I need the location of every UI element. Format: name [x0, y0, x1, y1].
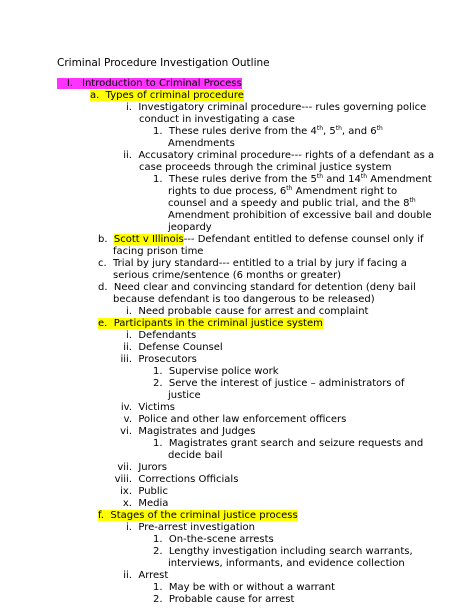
outline-item-e-viii	[112, 474, 238, 486]
outline-marker: ii.	[123, 342, 132, 353]
document-title: Criminal Procedure Investigation Outline	[57, 57, 270, 69]
outline-item-e-vi	[112, 426, 255, 438]
item-text: Pre-arrest investigation	[138, 522, 256, 533]
outline-marker: ix.	[120, 486, 132, 497]
item-text: counsel and a speedy and public trial, and the 8	[168, 198, 410, 209]
highlighted-item	[98, 510, 298, 521]
outline-marker: 2.	[153, 378, 163, 389]
item-text: Defendants	[138, 330, 197, 341]
outline-marker: b.	[98, 234, 108, 245]
outline-item-e-iii-1	[153, 366, 279, 378]
outline-item-a-i-1	[153, 126, 383, 138]
outline-item-a-i-cont: conduct in investigating a case	[139, 114, 295, 125]
item-text: Public	[138, 486, 168, 497]
outline-item-f-i	[112, 522, 255, 534]
outline-item-e-vi-1	[153, 438, 423, 450]
superscript: th	[335, 125, 342, 132]
case-name: Scott v Illinois	[113, 234, 184, 245]
item-text: Lengthy investigation including search warrants,	[168, 546, 413, 557]
outline-item-e-iv	[112, 402, 175, 414]
item-text: May be with or without a warrant	[168, 582, 336, 593]
item-text: , and 6	[341, 126, 377, 137]
highlighted-item	[90, 90, 244, 101]
outline-marker: i.	[126, 306, 132, 317]
outline-item-e-ix	[112, 486, 168, 498]
item-text: Magistrates and Judges	[138, 426, 256, 437]
outline-marker: i.	[126, 330, 132, 341]
outline-item-b	[98, 234, 424, 246]
superscript: th	[316, 173, 324, 180]
outline-item-e-iii-2	[153, 378, 404, 390]
item-text: Victims	[138, 402, 175, 413]
outline-item-e-iii-2-cont: justice	[168, 390, 201, 401]
outline-marker: iii.	[120, 354, 132, 365]
outline-marker: 2.	[153, 546, 163, 557]
outline-item-a-i	[112, 102, 426, 114]
outline-item-c-cont: serious crime/sentence (6 months or greater)	[113, 270, 341, 281]
outline-item-a-ii-1-cont-3: Amendment prohibition of excessive bail and double	[168, 210, 432, 221]
superscript: th	[360, 173, 368, 180]
outline-item-a-ii-1-cont-2	[168, 198, 416, 210]
outline-item-e	[98, 318, 323, 330]
outline-marker: x.	[122, 498, 132, 509]
item-text: Serve the interest of justice – administrators of	[168, 378, 405, 389]
item-text: Arrest	[138, 570, 169, 581]
highlighted-item	[98, 318, 323, 329]
item-text: Investigatory criminal procedure--- rules governing police	[138, 102, 427, 113]
superscript: th	[376, 125, 383, 132]
outline-marker: vii.	[117, 462, 132, 473]
outline-marker: i.	[126, 522, 132, 533]
item-text: Media	[138, 498, 169, 509]
item-text: Prosecutors	[138, 354, 197, 365]
outline-item-d-cont: because defendant is too dangerous to be released)	[113, 294, 375, 305]
item-text: Amendment	[367, 174, 432, 185]
outline-item-e-i	[112, 330, 196, 342]
outline-item-e-vi-1-cont: decide bail	[168, 450, 223, 461]
item-text: Accusatory criminal procedure--- rights of a defendant as a	[138, 150, 435, 161]
outline-marker: 1.	[153, 534, 163, 545]
item-text: rights to due process, 6	[168, 186, 287, 197]
item-text: Police and other law enforcement officers	[138, 414, 347, 425]
section-heading-1	[57, 78, 242, 90]
item-text: Types of criminal procedure	[105, 90, 244, 101]
outline-marker: c.	[98, 258, 107, 269]
outline-marker: 1.	[153, 126, 163, 137]
item-text: Need probable cause for arrest and complaint	[138, 306, 369, 317]
item-text: Defense Counsel	[138, 342, 223, 353]
outline-item-d	[98, 282, 416, 294]
outline-item-f-i-2-cont: interviews, informants, and evidence collection	[168, 558, 405, 569]
item-text: Stages of the criminal justice process	[110, 510, 298, 521]
heading-text: Introduction to Criminal Process	[82, 78, 242, 89]
item-text: Trial by jury standard--- entitled to a trial by jury if facing a	[113, 258, 407, 269]
outline-item-a-ii-1-cont-1	[168, 186, 397, 198]
outline-item-f-i-1	[153, 534, 274, 546]
outline-marker: 1.	[153, 366, 163, 377]
outline-item-e-x	[112, 498, 168, 510]
outline-item-e-iii	[112, 354, 197, 366]
outline-marker: 1.	[153, 174, 163, 185]
item-text: Amendment right to	[292, 186, 398, 197]
outline-item-e-vii	[112, 462, 167, 474]
outline-marker: i.	[126, 102, 132, 113]
superscript: th	[316, 125, 324, 132]
outline-marker: f.	[98, 510, 104, 521]
outline-item-f-ii	[112, 570, 168, 582]
outline-item-a-ii-cont: case proceeds through the criminal justice system	[139, 162, 392, 173]
outline-marker: d.	[98, 282, 108, 293]
outline-item-a-ii	[112, 150, 434, 162]
item-text: --- Defendant entitled to defense counsel only if	[183, 234, 424, 245]
outline-marker: v.	[123, 414, 132, 425]
item-text: , 5	[323, 126, 336, 137]
item-text: Magistrates grant search and seizure requests and	[168, 438, 424, 449]
outline-item-f-i-2	[153, 546, 413, 558]
outline-item-a-ii-1-cont-4: jeopardy	[168, 222, 212, 233]
item-text: Participants in the criminal justice system	[113, 318, 323, 329]
outline-marker: iv.	[120, 402, 132, 413]
outline-marker: 2.	[153, 594, 163, 605]
outline-item-e-ii	[112, 342, 223, 354]
outline-marker: I.	[66, 78, 73, 89]
highlighted-heading	[57, 78, 242, 89]
superscript: th	[286, 185, 293, 192]
item-text: Corrections Officials	[138, 474, 239, 485]
outline-item-f-ii-1	[153, 582, 335, 594]
item-text: On-the-scene arrests	[168, 534, 274, 545]
outline-item-a	[90, 90, 244, 102]
outline-item-d-i	[112, 306, 368, 318]
outline-item-a-i-1-cont: Amendments	[168, 138, 235, 149]
outline-item-f-ii-2	[153, 594, 294, 606]
outline-marker: ii.	[123, 570, 132, 581]
item-text: Probable cause for arrest	[168, 594, 295, 605]
item-text: Jurors	[138, 462, 167, 473]
outline-marker: 1.	[153, 582, 163, 593]
outline-marker: viii.	[114, 474, 132, 485]
outline-marker: ii.	[123, 150, 132, 161]
outline-item-f	[98, 510, 298, 522]
outline-item-c	[98, 258, 407, 270]
item-text: and 14	[323, 174, 361, 185]
item-text: These rules derive from the 4	[168, 126, 317, 137]
item-text: Need clear and convincing standard for detention (deny bail	[113, 282, 416, 293]
outline-marker: 1.	[153, 438, 163, 449]
superscript: th	[409, 197, 416, 204]
outline-item-e-v	[112, 414, 346, 426]
outline-item-b-cont: facing prison time	[113, 246, 204, 257]
outline-marker: e.	[98, 318, 108, 329]
outline-marker: a.	[90, 90, 100, 101]
outline-marker: vi.	[120, 426, 132, 437]
item-text: Supervise police work	[168, 366, 279, 377]
item-text: These rules derive from the 5	[168, 174, 317, 185]
